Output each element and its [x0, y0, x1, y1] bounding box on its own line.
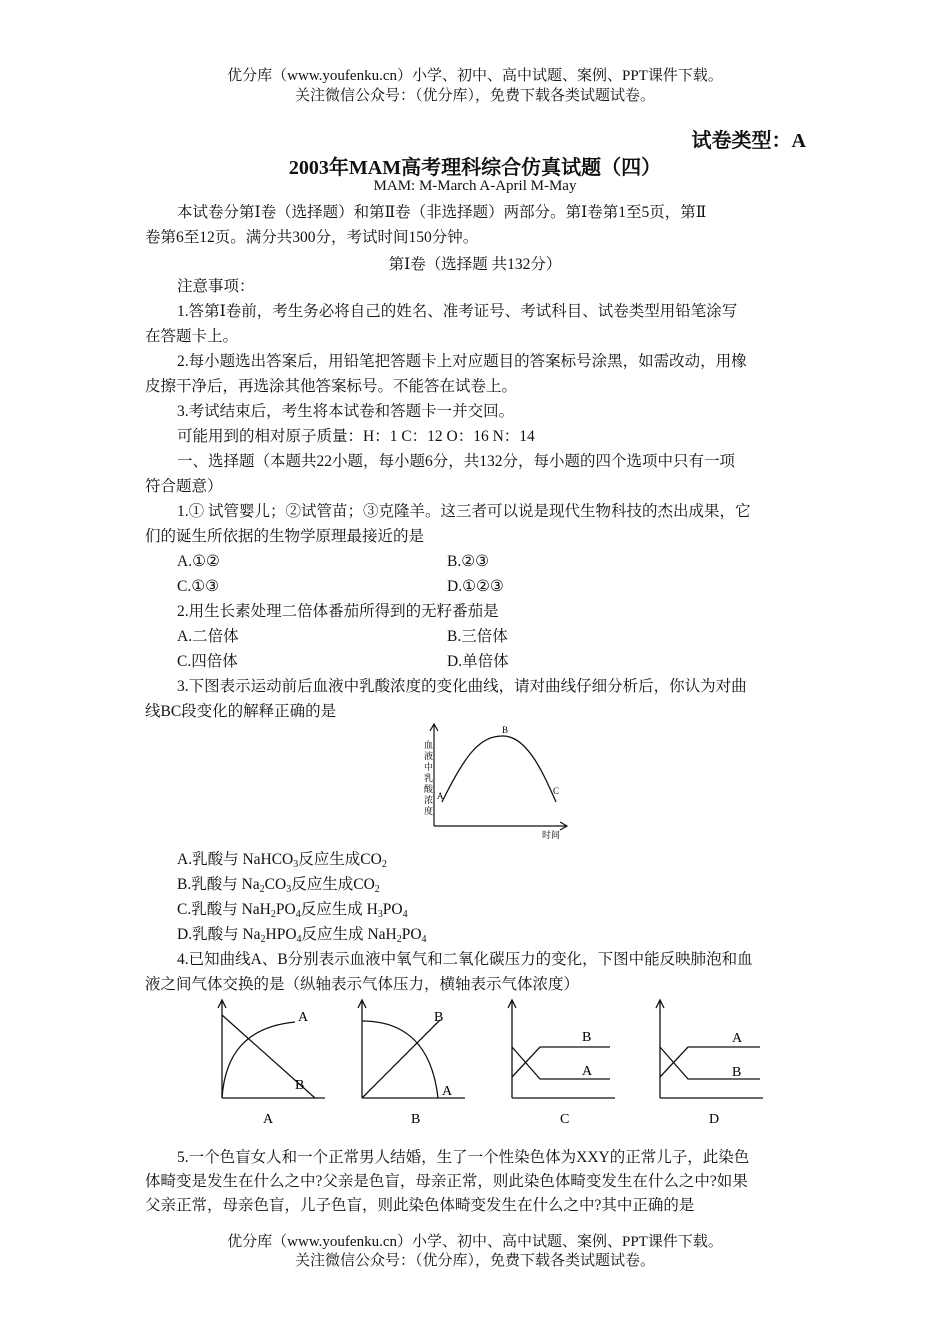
section-title: 第Ⅰ卷（选择题 共132分）: [388, 256, 562, 273]
q3-point-b: B: [502, 725, 509, 735]
q4-c-caption: C: [560, 1112, 570, 1127]
intro-line-1: 本试卷分第Ⅰ卷（选择题）和第Ⅱ卷（非选择题）两部分。第Ⅰ卷第1至5页，第Ⅱ: [177, 204, 707, 221]
q3-c-p1-sub: 3: [377, 909, 383, 920]
q3-c-p2: PO: [382, 901, 403, 918]
q4-c-curve-a: [512, 1047, 610, 1079]
q3-c-r1-sub: 2: [270, 909, 276, 920]
q3-a-r1-sub: 3: [293, 859, 299, 870]
q3-d-r2-sub: 4: [296, 934, 302, 945]
q5-line-3: 父亲正常，母亲色盲，儿子色盲，则此染色体畸变发生在什么之中?其中正确的是: [145, 1197, 695, 1214]
q3-c-prefix: C.乳酸与: [177, 901, 238, 918]
q3-c-mid: 反应生成: [300, 901, 363, 918]
q3-b-r1: Na: [241, 876, 260, 893]
q4-b-label-a: A: [442, 1084, 453, 1099]
q1-option-c: C.①③: [177, 578, 220, 595]
q3-option-a: [177, 850, 387, 870]
q4-line-2: 液之间气体交换的是（纵轴表示气体压力，横轴表示气体浓度）: [145, 976, 580, 993]
q3-b-r2: CO: [264, 876, 287, 893]
q3-a-prefix: A.乳酸与: [177, 851, 239, 868]
q3-b-mid: 反应生成: [291, 876, 354, 893]
q3-d-p2-sub: 4: [421, 934, 427, 945]
q4-d-curve-b: [660, 1047, 760, 1079]
part1-line-2: 符合题意）: [145, 478, 223, 495]
note-3: 3.考试结束后，考生将本试卷和答题卡一并交回。: [177, 403, 515, 420]
q5-line-1: 5.一个色盲女人和一个正常男人结婚，生了一个性染色体为XXY的正常儿子，此染色: [177, 1149, 750, 1166]
q3-ylabel-4: 乳: [424, 773, 434, 783]
footer-line-1: 优分库（www.youfenku.cn）小学、初中、高中试题、案例、PPT课件下载。: [227, 1234, 723, 1250]
q3-line-2: 线BC段变化的解释正确的是: [145, 703, 337, 720]
paper-type: 试卷类型：A: [691, 130, 806, 152]
q3-d-mid: 反应生成: [301, 926, 364, 943]
intro-line-2: 卷第6至12页。满分共300分，考试时间150分钟。: [145, 229, 479, 246]
q3-curve: [442, 736, 556, 802]
note-2-line-1: 2.每小题选出答案后，用铅笔把答题卡上对应题目的答案标号涂黑，如需改动，用橡: [177, 353, 747, 370]
q3-d-p1: NaH: [367, 926, 397, 943]
q4-d-label-b: B: [732, 1065, 742, 1080]
q3-d-p2: PO: [401, 926, 422, 943]
q4-panel-a: [218, 1000, 325, 1127]
q1-line-2: 们的诞生所依据的生物学原理最接近的是: [145, 528, 425, 545]
q3-line-1: 3.下图表示运动前后血液中乳酸浓度的变化曲线，请对曲线仔细分析后，你认为对曲: [177, 678, 747, 695]
q3-ylabel-6: 浓: [424, 795, 434, 805]
q3-b-prefix: B.乳酸与: [177, 876, 238, 893]
subtitle: MAM: M-March A-April M-May: [373, 178, 577, 194]
note-1-line-2: 在答题卡上。: [145, 328, 239, 345]
q2-option-a: A.二倍体: [177, 628, 239, 645]
q1-option-a: A.①②: [177, 553, 220, 570]
q2-option-b: B.三倍体: [447, 628, 508, 645]
q3-option-b: [177, 875, 380, 895]
q5-line-2: 体畸变是发生在什么之中?父亲是色盲，母亲正常，则此染色体畸变发生在什么之中?如果: [145, 1173, 748, 1190]
q3-c-r2: PO: [275, 901, 296, 918]
q2-option-c: C.四倍体: [177, 653, 238, 670]
q4-d-curve-a: [660, 1047, 760, 1077]
q3-a-p1: CO: [360, 851, 382, 868]
q1-option-d: D.①②③: [447, 578, 504, 595]
q1-option-b: B.②③: [447, 553, 490, 570]
atomic-mass: 可能用到的相对原子质量：H：1 C：12 O：16 N：14: [177, 428, 535, 445]
q4-a-curve-a: [222, 1022, 295, 1098]
q4-line-1: 4.已知曲线A、B分别表示血液中氧气和二氧化碳压力的变化，下图中能反映肺泡和血: [177, 951, 753, 968]
q3-d-prefix: D.乳酸与: [177, 926, 239, 943]
q3-d-r1-sub: 2: [260, 934, 266, 945]
q3-point-c: C: [553, 786, 560, 796]
q3-ylabel-7: 度: [424, 806, 434, 816]
q4-c-curve-b: [512, 1047, 610, 1077]
header-line-2: 关注微信公众号：（优分库），免费下载各类试题试卷。: [294, 88, 655, 104]
q4-c-label-b: B: [582, 1030, 592, 1045]
q3-b-r1-sub: 2: [259, 884, 265, 895]
q3-lactic-acid-graph: [420, 720, 570, 842]
page-title: 2003年MAM高考理科综合仿真试题（四）: [288, 157, 662, 179]
q3-c-r1: NaH: [241, 901, 271, 918]
q4-b-label-b: B: [434, 1010, 444, 1025]
q2-option-d: D.单倍体: [447, 653, 509, 670]
q3-a-r1: NaHCO: [242, 851, 294, 868]
q3-d-p1-sub: 2: [396, 934, 402, 945]
notes-heading: 注意事项：: [177, 278, 255, 295]
q3-d-r1: Na: [242, 926, 261, 943]
q4-a-label-a: A: [298, 1010, 309, 1025]
q3-b-r2-sub: 3: [286, 884, 292, 895]
q3-a-mid: 反应生成: [298, 851, 361, 868]
q3-c-p2-sub: 4: [402, 909, 408, 920]
q4-a-caption: A: [263, 1112, 274, 1127]
q4-gas-exchange-figure: [200, 995, 780, 1130]
q4-a-label-b: B: [295, 1078, 305, 1093]
q1-line-1: 1.① 试管婴儿；②试管苗；③克隆羊。这三者可以说是现代生物科技的杰出成果，它: [177, 503, 751, 520]
header-line-1: 优分库（www.youfenku.cn）小学、初中、高中试题、案例、PPT课件下载。: [227, 68, 723, 84]
q3-option-c: [177, 900, 408, 920]
q3-option-d: [177, 925, 427, 945]
note-2-line-2: 皮擦干净后，再选涂其他答案标号。不能答在试卷上。: [145, 378, 518, 395]
q4-panel-d: [656, 1000, 763, 1127]
q3-d-r2: HPO: [265, 926, 297, 943]
q3-c-p1: H: [366, 901, 378, 918]
q3-ylabel-3: 中: [424, 762, 434, 772]
q3-xlabel: 时间: [542, 830, 561, 840]
q4-b-caption: B: [411, 1112, 421, 1127]
q3-b-p1-sub: 2: [374, 884, 380, 895]
q3-point-a: A: [437, 791, 444, 801]
part1-line-1: 一、选择题（本题共22小题，每小题6分，共132分，每小题的四个选项中只有一项: [177, 453, 736, 470]
q4-d-label-a: A: [732, 1031, 743, 1046]
q3-ylabel-1: 血: [424, 740, 434, 750]
q4-panel-b: [358, 1000, 465, 1127]
q3-b-p1: CO: [353, 876, 375, 893]
q3-c-r2-sub: 4: [295, 909, 301, 920]
footer-line-2: 关注微信公众号：（优分库），免费下载各类试题试卷。: [294, 1253, 655, 1269]
q2-stem: 2.用生长素处理二倍体番茄所得到的无籽番茄是: [177, 603, 499, 620]
note-1-line-1: 1.答第Ⅰ卷前，考生务必将自己的姓名、准考证号、考试科目、试卷类型用铅笔涂写: [177, 303, 738, 320]
q3-a-p1-sub: 2: [381, 859, 387, 870]
q3-ylabel-2: 液: [424, 751, 434, 761]
q4-panel-c: [508, 1000, 615, 1127]
q4-d-caption: D: [709, 1112, 720, 1127]
q3-ylabel-5: 酸: [424, 784, 434, 794]
q4-c-label-a: A: [582, 1064, 593, 1079]
